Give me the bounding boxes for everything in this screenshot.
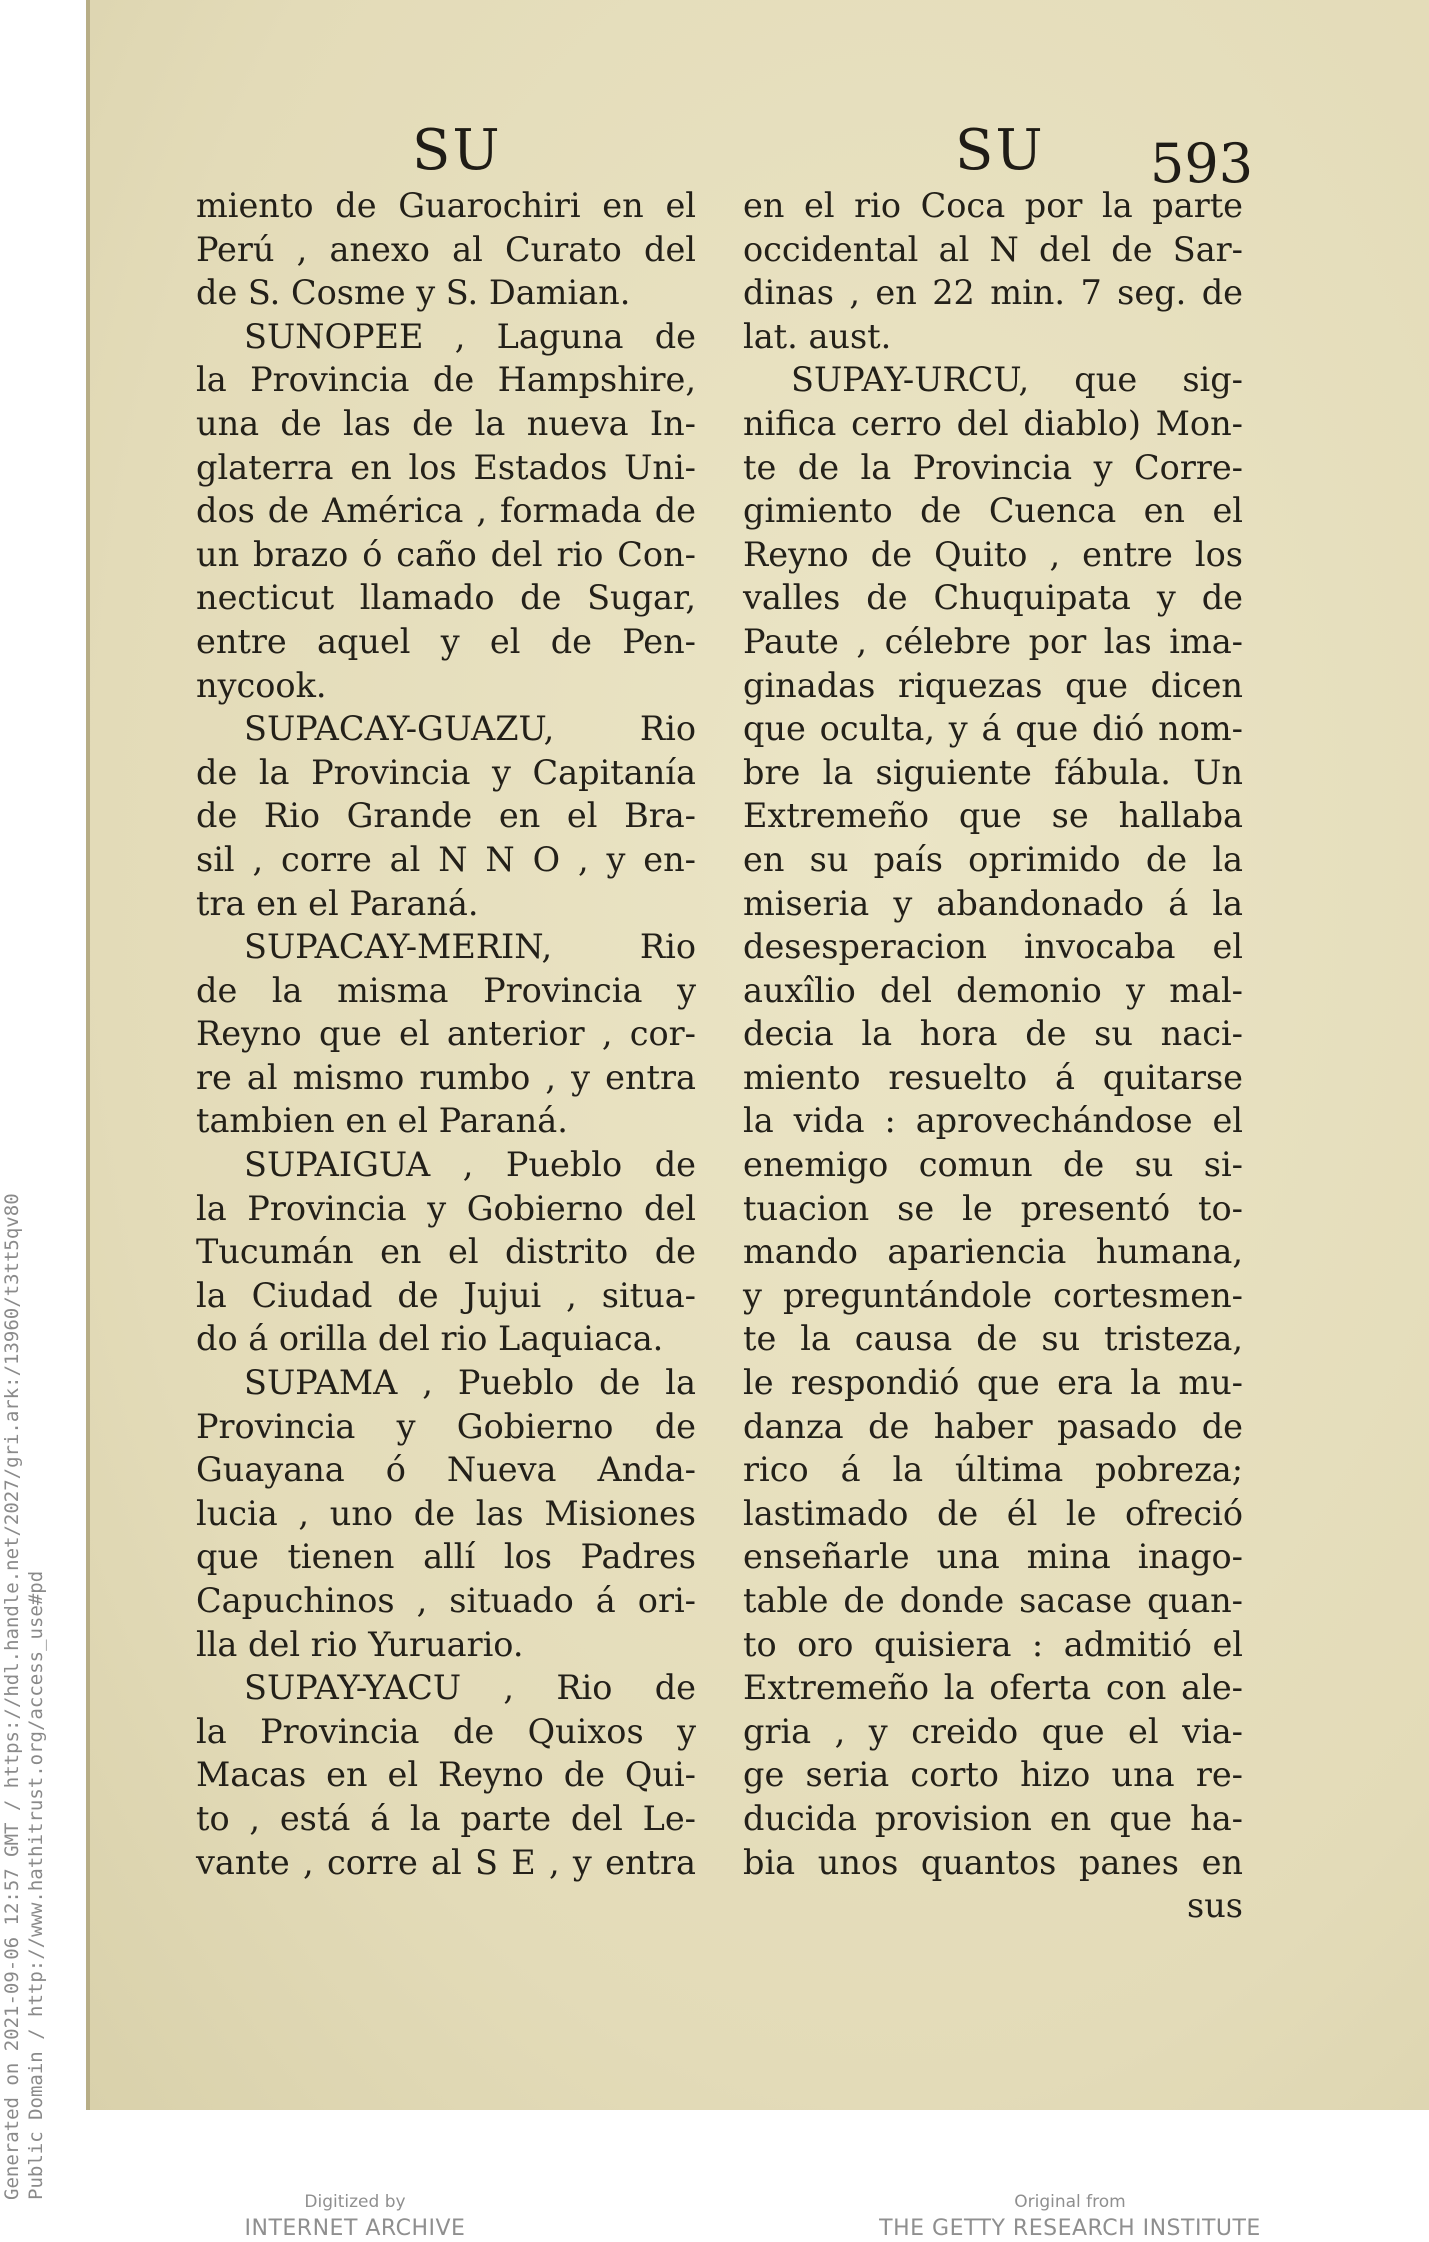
text-line: SUPACAY-GUAZU, Rio: [244, 709, 696, 749]
text-line: do á orilla del rio Laquiaca.: [196, 1319, 664, 1359]
text-line: nycook.: [196, 665, 327, 705]
text-line: lla del rio Yuruario.: [196, 1624, 524, 1664]
text-line: to oro quisiera : admitió el: [743, 1624, 1243, 1664]
text-line: lucia , uno de las Misiones: [196, 1493, 696, 1533]
footer-original-label: Original from: [1014, 2192, 1126, 2212]
text-line: tambien en el Paraná.: [196, 1101, 568, 1141]
footer-original-from: [860, 2190, 1280, 2242]
text-line: que tienen allí los Padres: [196, 1537, 696, 1577]
text-line: Provincia y Gobierno de: [196, 1406, 696, 1446]
text-line: de la misma Provincia y: [196, 970, 696, 1010]
text-line: decia la hora de su naci-: [743, 1014, 1243, 1054]
text-line: SUPACAY-MERIN, Rio: [244, 927, 696, 967]
text-line: bia unos quantos panes en: [743, 1842, 1243, 1882]
text-line: miseria y abandonado á la: [743, 883, 1243, 923]
text-line: miento resuelto á quitarse: [743, 1057, 1243, 1097]
text-line: tra en el Paraná.: [196, 883, 479, 923]
text-line: de la Provincia y Capitanía: [196, 752, 696, 792]
text-line: ducida provision en que ha-: [743, 1798, 1243, 1838]
text-line: mando apariencia humana,: [743, 1232, 1243, 1272]
text-line: table de donde sacase quan-: [743, 1581, 1243, 1620]
text-line: la Ciudad de Jujui , situa-: [196, 1275, 696, 1315]
text-line: SUPAY-URCU, que sig-: [791, 360, 1243, 400]
text-line: y preguntándole cortesmen-: [743, 1275, 1243, 1315]
text-line: Reyno de Quito , entre los: [743, 534, 1243, 574]
text-line: occidental al N del de Sar-: [743, 229, 1243, 269]
text-line: te de la Provincia y Corre-: [743, 447, 1243, 487]
text-line: sil , corre al N N O , y en-: [196, 839, 696, 879]
text-line: desesperacion invocaba el: [743, 927, 1243, 967]
text-line: lastimado de él le ofreció: [743, 1493, 1243, 1533]
text-line: Reyno que el anterior , cor-: [196, 1014, 696, 1054]
right-text-column: [743, 184, 1243, 1928]
left-text-column: [196, 184, 696, 1884]
text-line: ginadas riquezas que dicen: [743, 665, 1243, 705]
text-line: auxîlio del demonio y mal-: [743, 970, 1243, 1010]
footer-digitized-label: Digitized by: [304, 2192, 406, 2212]
text-line: que oculta, y á que dió nom-: [743, 709, 1243, 749]
text-line: SUNOPEE , Laguna de: [244, 316, 696, 356]
text-line: un brazo ó caño del rio Con-: [196, 534, 696, 574]
text-line: una de las de la nueva In-: [196, 403, 696, 443]
text-line: gimiento de Cuenca en el: [743, 491, 1243, 531]
left-running-head: SU: [412, 118, 502, 183]
text-line: tuacion se le presentó to-: [743, 1188, 1243, 1228]
text-line: re al mismo rumbo , y entra: [196, 1057, 696, 1097]
text-line: la Provincia de Quixos y: [196, 1711, 696, 1751]
text-line: de Rio Grande en el Bra-: [196, 796, 696, 836]
text-line: Tucumán en el distrito de: [196, 1232, 696, 1272]
right-running-head: SU: [955, 118, 1045, 183]
text-line: SUPAIGUA , Pueblo de: [244, 1145, 696, 1185]
text-line: de S. Cosme y S. Damian.: [196, 273, 631, 313]
text-line: rico á la última pobreza;: [743, 1450, 1243, 1490]
text-line: miento de Guarochiri en el: [196, 186, 696, 225]
text-line: gria , y creido que el via-: [743, 1711, 1243, 1751]
text-line: la Provincia y Gobierno del: [196, 1188, 696, 1228]
text-line: valles de Chuquipata y de: [743, 578, 1243, 618]
text-line: sus: [1187, 1886, 1243, 1926]
text-line: la vida : aprovechándose el: [743, 1101, 1243, 1141]
text-line: glaterra en los Estados Uni-: [196, 447, 696, 487]
text-line: necticut llamado de Sugar,: [196, 578, 696, 618]
text-line: Macas en el Reyno de Qui-: [196, 1755, 696, 1795]
text-line: to , está á la parte del Le-: [196, 1798, 696, 1838]
text-line: enemigo comun de su si-: [743, 1145, 1243, 1185]
hathitrust-watermark: [0, 1193, 48, 2200]
text-line: Perú , anexo al Curato del: [196, 229, 696, 269]
text-line: enseñarle una mina inago-: [743, 1537, 1243, 1577]
text-line: Paute , célebre por las ima-: [743, 621, 1243, 661]
text-line: Extremeño la oferta con ale-: [743, 1668, 1243, 1708]
text-line: en su país oprimido de la: [743, 839, 1243, 879]
text-line: bre la siguiente fábula. Un: [743, 752, 1243, 792]
text-line: la Provincia de Hampshire,: [196, 360, 696, 400]
text-line: dos de América , formada de: [196, 491, 696, 531]
footer-getty: THE GETTY RESEARCH INSTITUTE: [879, 2216, 1261, 2241]
text-line: le respondió que era la mu-: [743, 1363, 1243, 1403]
text-line: lat. aust.: [743, 316, 892, 356]
watermark-line-public-domain: Public Domain / http://www.hathitrust.org/access_use#pd: [25, 1570, 47, 2200]
watermark-line-generated: Generated on 2021-09-06 12:57 GMT / https://hdl.handle.net/2027/gri.ark:/13960/t3tt5qv80: [1, 1193, 23, 2200]
text-line: dinas , en 22 min. 7 seg. de: [743, 273, 1243, 313]
text-line: entre aquel y el de Pen-: [196, 621, 696, 661]
text-line: vante , corre al S E , y entra: [196, 1842, 696, 1882]
footer-internet-archive: INTERNET ARCHIVE: [244, 2216, 466, 2241]
text-line: Extremeño que se hallaba: [743, 796, 1243, 836]
page-number: 593: [1150, 132, 1254, 195]
text-line: SUPAMA , Pueblo de la: [244, 1363, 696, 1403]
text-line: te la causa de su tristeza,: [743, 1319, 1243, 1359]
text-line: en el rio Coca por la parte: [743, 186, 1243, 225]
footer-digitized-by: [200, 2190, 510, 2242]
text-line: nifica cerro del diablo) Mon-: [743, 403, 1243, 443]
text-line: SUPAY-YACU , Rio de: [244, 1668, 696, 1708]
text-line: Capuchinos , situado á ori-: [196, 1581, 696, 1620]
text-line: Guayana ó Nueva Anda-: [196, 1450, 696, 1490]
text-line: danza de haber pasado de: [743, 1406, 1243, 1446]
text-line: ge seria corto hizo una re-: [743, 1755, 1243, 1795]
